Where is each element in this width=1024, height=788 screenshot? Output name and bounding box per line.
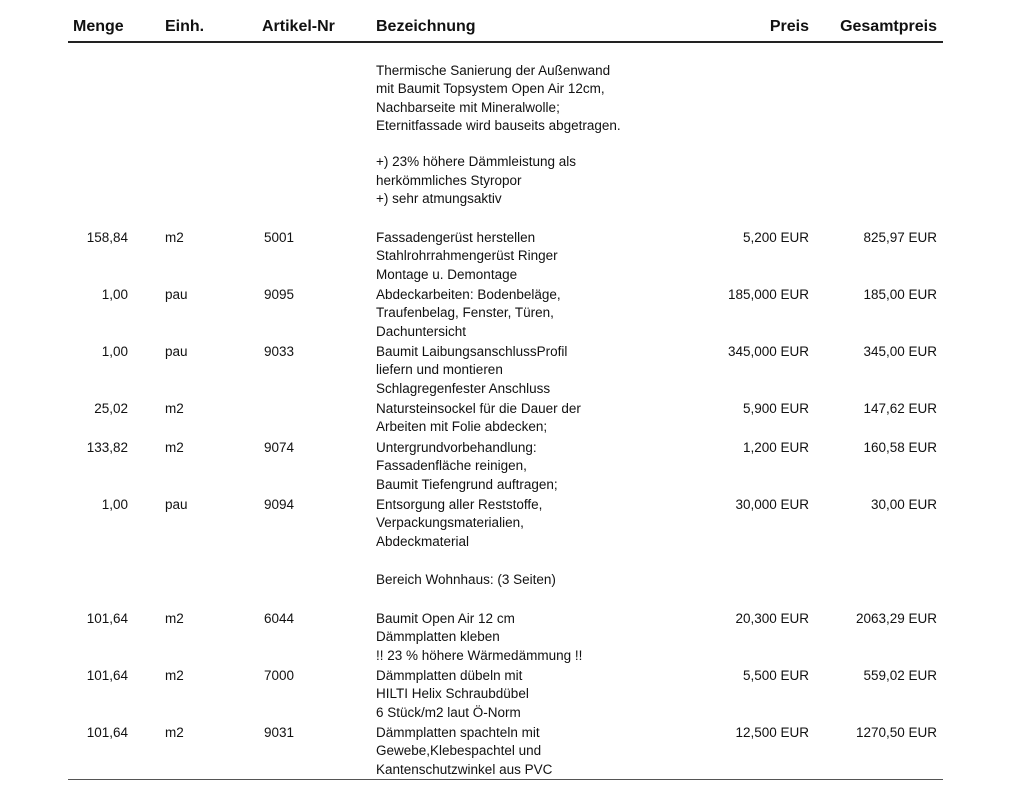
cell-artikel-nr: 9031 [264, 725, 295, 740]
intro-text [376, 62, 621, 208]
desc-line: Dämmplatten dübeln mit [376, 668, 523, 683]
desc-line: Dachuntersicht [376, 323, 467, 339]
cell-artikel-nr: 9095 [264, 287, 295, 302]
cell-gesamtpreis: 345,00 EUR [863, 344, 937, 359]
section-label: Bereich Wohnhaus: (3 Seiten) [376, 572, 556, 587]
desc-line: Traufenbelag, Fenster, Türen, [376, 305, 554, 321]
cell-einheit: m2 [165, 611, 184, 626]
desc-line: Untergrundvorbehandlung: [376, 440, 537, 455]
cell-bezeichnung [376, 229, 558, 284]
desc-line: HILTI Helix Schraubdübel [376, 686, 529, 702]
cell-gesamtpreis: 559,02 EUR [863, 668, 937, 683]
cell-preis: 12,500 EUR [735, 725, 809, 740]
cell-gesamtpreis: 825,97 EUR [863, 230, 937, 245]
desc-line: Gewebe,Klebespachtel und [376, 743, 542, 759]
cell-preis: 185,000 EUR [727, 287, 809, 302]
intro-line: Thermische Sanierung der Außenwand [376, 63, 611, 78]
desc-line: Dämmplatten spachteln mit [376, 725, 540, 740]
cell-menge: 101,64 [86, 668, 128, 683]
cell-menge: 158,84 [86, 230, 128, 245]
desc-line: liefern und montieren [376, 362, 503, 378]
desc-line: Kantenschutzwinkel aus PVC [376, 761, 553, 777]
cell-preis: 30,000 EUR [735, 497, 809, 512]
intro-line: +) sehr atmungsaktiv [376, 191, 502, 207]
cell-preis: 5,500 EUR [742, 668, 809, 683]
desc-line: Montage u. Demontage [376, 266, 518, 282]
desc-line: !! 23 % höhere Wärmedämmung !! [376, 647, 583, 663]
cell-menge: 101,64 [86, 725, 128, 740]
cell-artikel-nr: 7000 [264, 668, 295, 683]
cell-artikel-nr: 9094 [264, 497, 295, 512]
cell-gesamtpreis: 147,62 EUR [863, 401, 937, 416]
intro-line: Eternitfassade wird bauseits abgetragen. [376, 117, 621, 133]
intro-line: Nachbarseite mit Mineralwolle; [376, 99, 560, 115]
cell-menge: 1,00 [101, 497, 128, 512]
desc-line: Baumit Open Air 12 cm [376, 611, 515, 626]
cell-bezeichnung [376, 439, 558, 494]
cell-gesamtpreis: 185,00 EUR [863, 287, 937, 302]
header-gesamtpreis: Gesamtpreis [840, 18, 937, 35]
cell-preis: 5,900 EUR [742, 401, 809, 416]
intro-line: herkömmliches Styropor [376, 172, 522, 188]
cell-menge: 101,64 [86, 611, 128, 626]
cell-einheit: m2 [165, 725, 184, 740]
cell-einheit: m2 [165, 668, 184, 683]
cell-einheit: pau [165, 344, 188, 359]
cell-einheit: pau [165, 287, 188, 302]
header-menge: Menge [73, 18, 124, 35]
cell-einheit: m2 [165, 401, 184, 416]
cell-bezeichnung [376, 667, 529, 722]
desc-line: Fassadengerüst herstellen [376, 230, 536, 245]
cell-menge: 1,00 [101, 344, 128, 359]
cell-bezeichnung [376, 286, 561, 341]
footer-divider [68, 779, 943, 780]
desc-line: Dämmplatten kleben [376, 629, 500, 645]
desc-line: Entsorgung aller Reststoffe, [376, 497, 543, 512]
cell-bezeichnung [376, 496, 542, 551]
desc-line: Fassadenfläche reinigen, [376, 458, 527, 474]
header-preis: Preis [769, 18, 809, 35]
cell-bezeichnung [376, 724, 552, 779]
desc-line: Verpackungsmaterialien, [376, 515, 524, 531]
desc-line: Abdeckmaterial [376, 533, 470, 549]
cell-preis: 345,000 EUR [727, 344, 809, 359]
cell-artikel-nr: 5001 [264, 230, 295, 245]
cell-bezeichnung [376, 343, 567, 398]
cell-menge: 1,00 [101, 287, 128, 302]
desc-line: 6 Stück/m2 laut Ö-Norm [376, 704, 521, 720]
cell-bezeichnung [376, 610, 582, 665]
cell-preis: 20,300 EUR [735, 611, 809, 626]
cell-gesamtpreis: 30,00 EUR [870, 497, 937, 512]
cell-einheit: m2 [165, 440, 184, 455]
cell-einheit: pau [165, 497, 188, 512]
cell-gesamtpreis: 2063,29 EUR [855, 611, 937, 626]
header-divider [68, 41, 943, 43]
desc-line: Baumit LaibungsanschlussProfil [376, 344, 568, 359]
cell-preis: 1,200 EUR [742, 440, 809, 455]
cell-artikel-nr: 9074 [264, 440, 295, 455]
cell-bezeichnung [376, 400, 581, 437]
cell-preis: 5,200 EUR [742, 230, 809, 245]
cell-menge: 133,82 [86, 440, 128, 455]
desc-line: Stahlrohrrahmengerüst Ringer [376, 248, 558, 264]
intro-line: mit Baumit Topsystem Open Air 12cm, [376, 81, 605, 97]
header-bezeichnung: Bezeichnung [376, 18, 476, 35]
intro-line: +) 23% höhere Dämmleistung als [376, 154, 576, 170]
cell-artikel-nr: 6044 [264, 611, 295, 626]
cell-gesamtpreis: 160,58 EUR [863, 440, 937, 455]
header-artikel-nr: Artikel-Nr [262, 18, 335, 35]
header-einheit: Einh. [165, 18, 205, 35]
desc-line: Abdeckarbeiten: Bodenbeläge, [376, 287, 561, 302]
desc-line: Baumit Tiefengrund auftragen; [376, 476, 558, 492]
desc-line: Natursteinsockel für die Dauer der [376, 401, 581, 416]
cell-gesamtpreis: 1270,50 EUR [855, 725, 937, 740]
cell-einheit: m2 [165, 230, 184, 245]
table-header [0, 18, 1024, 40]
cell-menge: 25,02 [94, 401, 128, 416]
cell-artikel-nr: 9033 [264, 344, 295, 359]
desc-line: Schlagregenfester Anschluss [376, 380, 551, 396]
cell-bezeichnung [376, 571, 556, 589]
intro-line [376, 135, 621, 153]
desc-line: Arbeiten mit Folie abdecken; [376, 419, 548, 435]
